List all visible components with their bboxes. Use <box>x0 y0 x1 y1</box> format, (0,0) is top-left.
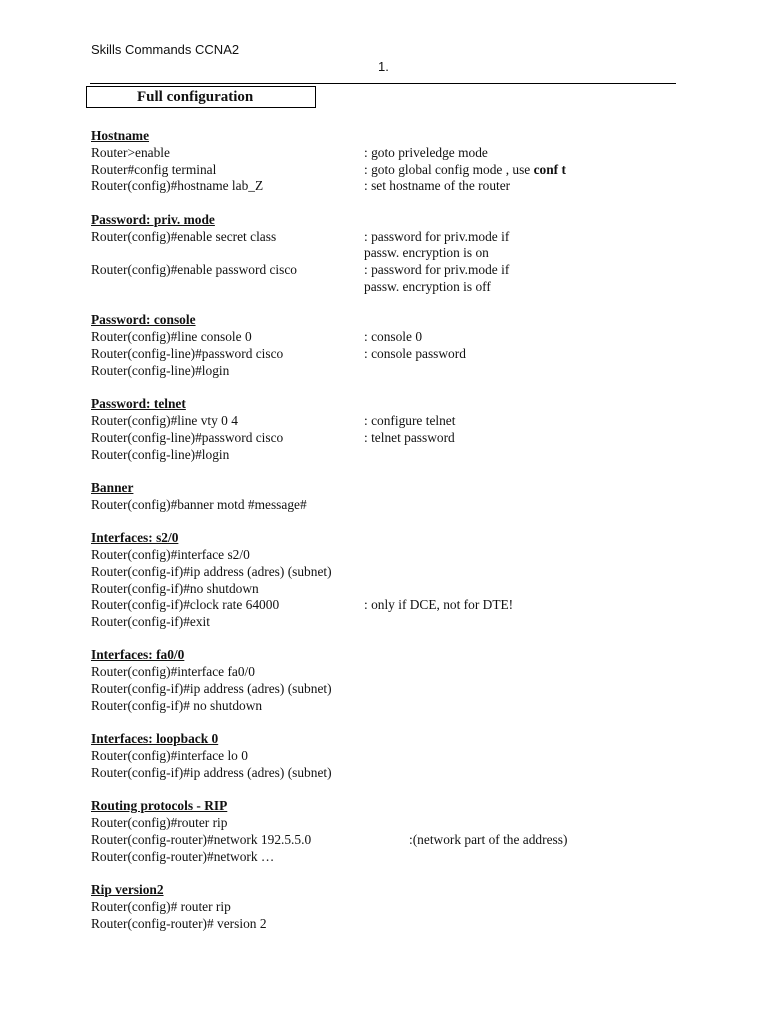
command-text: Router(config-if)#exit <box>91 614 210 630</box>
command-text: Router(config)#enable secret class <box>91 228 277 244</box>
section <box>91 798 691 865</box>
section-heading: Rip version2 <box>91 882 164 898</box>
command-text: Router(config-router)#network 192.5.5.0 <box>91 831 312 847</box>
command-note <box>364 346 466 363</box>
command-line <box>91 413 691 430</box>
command-line <box>91 681 691 698</box>
section-heading: Interfaces: fa0/0 <box>91 647 185 663</box>
command-text: Router(config-line)#password cisco <box>91 429 284 445</box>
section <box>91 480 691 514</box>
command-text: Router>enable <box>91 144 170 160</box>
command-line <box>91 363 691 380</box>
command-line <box>91 832 691 849</box>
section <box>91 312 691 379</box>
command-line <box>91 497 691 514</box>
command-line <box>91 815 691 832</box>
note-text: : console 0 <box>364 329 423 345</box>
section-heading: Password: console <box>91 312 196 328</box>
command-line <box>91 145 691 162</box>
note-continuation: passw. encryption is off <box>364 278 491 294</box>
running-header-title: Skills Commands CCNA2 <box>91 42 240 57</box>
section-heading: Password: priv. mode <box>91 211 215 227</box>
note-text: : password for priv.mode if <box>364 228 510 244</box>
section <box>91 396 691 463</box>
section <box>91 530 691 631</box>
command-note <box>364 145 488 162</box>
command-line <box>91 698 691 715</box>
command-note <box>364 413 455 430</box>
command-line <box>91 664 691 681</box>
note-text: : goto global config mode , use <box>364 161 534 177</box>
section-heading: Interfaces: s2/0 <box>91 530 179 546</box>
command-line <box>91 899 691 916</box>
note-text: : console password <box>364 345 466 361</box>
section <box>91 731 691 781</box>
command-note <box>364 162 566 179</box>
section-heading: Banner <box>91 479 134 495</box>
note-text: : telnet password <box>364 429 455 445</box>
command-line <box>91 849 691 866</box>
command-text: Router(config-line)#login <box>91 446 230 462</box>
command-note <box>364 229 509 246</box>
note-text: : only if DCE, not for DTE! <box>364 597 514 613</box>
section <box>91 882 691 932</box>
command-text: Router(config)#interface s2/0 <box>91 546 250 562</box>
command-text: Router#config terminal <box>91 161 217 177</box>
command-note <box>364 178 510 195</box>
command-line <box>91 597 691 614</box>
command-text: Router(config)#interface lo 0 <box>91 748 248 764</box>
command-note <box>364 329 422 346</box>
section <box>91 212 691 296</box>
command-line <box>91 178 691 195</box>
section <box>91 128 691 195</box>
command-line <box>91 346 691 363</box>
header-divider <box>90 83 676 84</box>
note-bold-text: conf t <box>533 161 566 177</box>
note-text: : set hostname of the router <box>364 178 511 194</box>
note-text: :(network part of the address) <box>409 831 568 847</box>
command-text: Router(config-if)#ip address (adres) (subnet) <box>91 764 332 780</box>
command-note <box>409 832 567 849</box>
command-text: Router(config-line)#password cisco <box>91 345 284 361</box>
command-line <box>91 229 691 246</box>
command-text: Router(config-if)#ip address (adres) (subnet) <box>91 563 332 579</box>
command-text: Router(config-if)#no shutdown <box>91 580 259 596</box>
command-line <box>91 329 691 346</box>
command-text: Router(config-router)# version 2 <box>91 915 267 931</box>
command-line <box>91 765 691 782</box>
section <box>91 647 691 714</box>
command-line <box>91 564 691 581</box>
note-text: : configure telnet <box>364 412 456 428</box>
command-line <box>91 430 691 447</box>
command-text: Router(config)#interface fa0/0 <box>91 664 255 680</box>
command-text: Router(config)#router rip <box>91 815 228 831</box>
page-number: 1. <box>378 59 389 74</box>
command-text: Router(config)#enable password cisco <box>91 262 297 278</box>
command-line <box>91 614 691 631</box>
command-text: Router(config-if)#ip address (adres) (subnet) <box>91 681 332 697</box>
command-list <box>91 128 691 949</box>
section-heading: Hostname <box>91 128 150 143</box>
command-text: Router(config-router)#network … <box>91 848 275 864</box>
command-text: Router(config)#line vty 0 4 <box>91 412 238 428</box>
command-line <box>91 748 691 765</box>
command-text: Router(config-line)#login <box>91 362 230 378</box>
command-line <box>91 262 691 279</box>
main-title: Full configuration <box>137 89 254 105</box>
note-text: : password for priv.mode if <box>364 262 510 278</box>
note-text: : goto priveledge mode <box>364 144 488 160</box>
command-line <box>91 547 691 564</box>
section-heading: Interfaces: loopback 0 <box>91 731 219 747</box>
command-note <box>364 430 455 447</box>
main-title-box <box>86 86 316 108</box>
command-text: Router(config)#banner motd #message# <box>91 496 307 512</box>
section-heading: Routing protocols - RIP <box>91 798 228 814</box>
command-line <box>91 447 691 464</box>
command-line <box>91 245 691 262</box>
command-line <box>91 279 691 296</box>
command-text: Router(config)#line console 0 <box>91 329 252 345</box>
command-line <box>91 162 691 179</box>
command-line <box>91 916 691 933</box>
section-heading: Password: telnet <box>91 396 186 412</box>
command-text: Router(config)# router rip <box>91 898 231 914</box>
command-text: Router(config-if)# no shutdown <box>91 697 263 713</box>
note-continuation: passw. encryption is on <box>364 245 489 261</box>
command-line <box>91 581 691 598</box>
command-text: Router(config-if)#clock rate 64000 <box>91 597 280 613</box>
command-note <box>364 597 513 614</box>
command-text: Router(config)#hostname lab_Z <box>91 178 264 194</box>
command-note <box>364 262 509 279</box>
